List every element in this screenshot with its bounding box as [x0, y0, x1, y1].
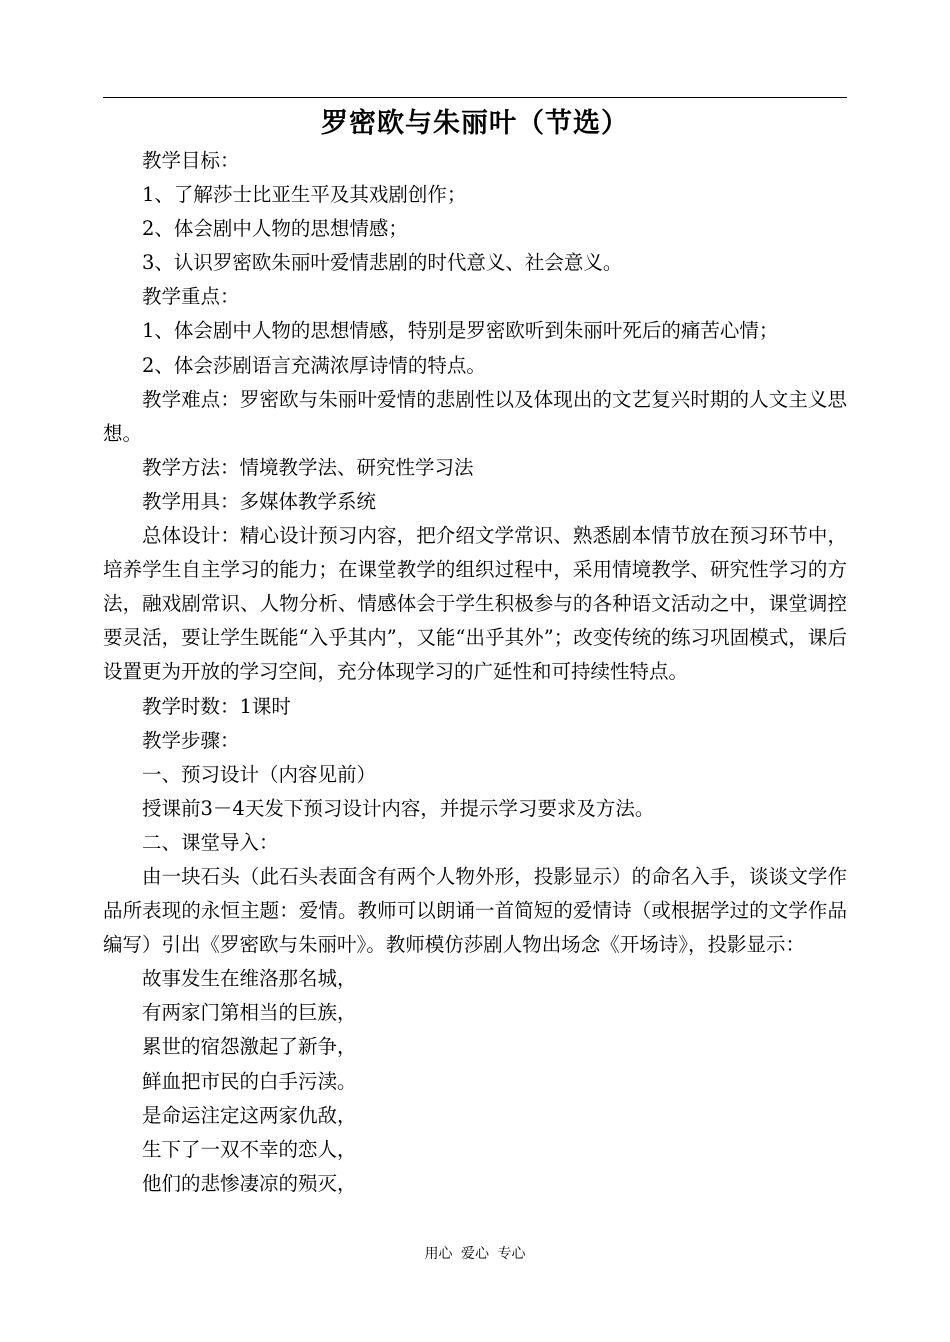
paragraph: 二、课堂导入： [142, 830, 279, 854]
paragraph: 一、预习设计（内容见前） [142, 762, 377, 786]
poem-line: 有两家门第相当的巨族， [142, 1001, 357, 1025]
paragraph: 1、了解莎士比亚生平及其戏剧创作； [142, 183, 467, 207]
paragraph: 教学方法：情境教学法、研究性学习法 [142, 455, 474, 479]
header-rule [103, 97, 847, 98]
paragraph: 总体设计：精心设计预习内容，把介绍文学常识、熟悉剧本情节放在预习环节中，培养学生自主学习的能力；在课堂教学的组织过程中，采用情境教学、研究性学习的方法，融戏剧常识、人物分析、情感体会于学生积极参与的各种语文活动之中，课堂调控要灵活，要让学生既能“入乎其内”，又能“出乎其外”；改变传统的练习巩固模式，课后设置更为开放的学习空间，充分体现学习的广延性和可持续性特点。 [103, 524, 847, 684]
paragraph: 教学用具：多媒体教学系统 [142, 489, 377, 513]
poem-line: 故事发生在维洛那名城， [142, 967, 357, 991]
paragraph: 教学目标： [142, 149, 240, 172]
document-title: 罗密欧与朱丽叶（节选） [321, 108, 629, 139]
paragraph: 授课前3－4天发下预习设计内容，并提示学习要求及方法。 [142, 796, 655, 820]
paragraph: 教学时数：1课时 [142, 694, 291, 718]
paragraph: 教学重点： [142, 285, 240, 309]
document-body [103, 144, 847, 1201]
poem-line: 生下了一双不幸的恋人， [142, 1137, 357, 1161]
paragraph: 2、体会莎剧语言充满浓厚诗情的特点。 [142, 353, 486, 377]
poem-line: 鲜血把市民的白手污渎。 [142, 1069, 357, 1093]
poem-line: 他们的悲惨凄凉的殒灭， [142, 1171, 357, 1195]
paragraph: 2、体会剧中人物的思想情感； [142, 217, 408, 241]
paragraph: 由一块石头（此石头表面含有两个人物外形，投影显示）的命名入手，谈谈文学作品所表现的永恒主题：爱情。教师可以朗诵一首简短的爱情诗（或根据学过的文学作品编写）引出《罗密欧与朱丽叶》。教师模仿莎剧人物出场念《开场诗》，投影显示： [103, 864, 847, 957]
poem-line: 是命运注定这两家仇敌， [142, 1103, 357, 1127]
paragraph: 教学步骤： [142, 728, 240, 752]
paragraph: 1、体会剧中人物的思想情感，特别是罗密欧听到朱丽叶死后的痛苦心情； [142, 319, 779, 343]
paragraph: 教学难点：罗密欧与朱丽叶爱情的悲剧性以及体现出的文艺复兴时期的人文主义思想。 [103, 387, 847, 445]
poem-line: 累世的宿怨激起了新争， [142, 1035, 357, 1059]
page-footer: 用心 爱心 专心 [424, 1246, 526, 1262]
paragraph: 3、认识罗密欧朱丽叶爱情悲剧的时代意义、社会意义。 [142, 251, 623, 275]
